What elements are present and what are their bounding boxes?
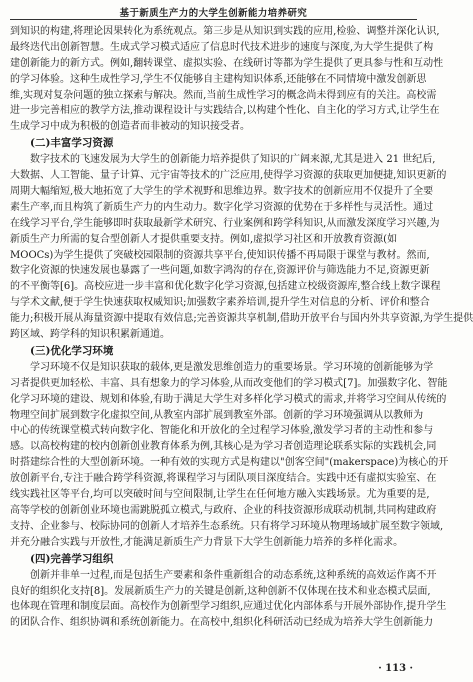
body-text-line: 时搭建综合性的大型创新环境。一种有效的实现方式是构建以"创客空间"(makerspace)为核心的开 (10, 457, 449, 469)
body-text-line: 新质生产力所需的复合型创新人才提供重要支持。例如,虚拟学习社区和开放教育资源(如 (10, 233, 398, 245)
body-text-line: 放创新平台,专注于融合跨学科资源,将课程学习与团队项目深度结合。实践中还有虚拟实验室、在 (10, 473, 437, 485)
body-text-line: 的团队合作、组织协调和系统创新能力。在高校中,组织化科研活动已经成为培养大学生创新能力 (10, 617, 434, 629)
body-text-line: 数字技术的飞速发展为大学生的创新能力培养提供了知识的广阔来源,尤其是进入 21 世纪后, (30, 154, 436, 166)
body-text-line: 高等学校的创新创业环境也需跳脱孤立模式,与政府、企业的科技资源形成联动机制,共同构建政府 (10, 504, 437, 516)
body-text-line: 良好的组织化支持[8]。发展新质生产力的关键是创新,这种创新不仅体现在技术和业态模式层面, (10, 585, 431, 597)
body-text-line: 学习环境不仅是知识获取的载体,更是激发思维创造力的重要场景。学习环境的创新能够为学 (30, 361, 434, 373)
section-heading: (二)丰富学习资源 (30, 137, 114, 150)
body-text-line: 创新并非单一过程,而是包括生产要素和条件重新组合的动态系统,这种系统的高效运作离不开 (30, 569, 437, 581)
page-number: · 113 · (378, 663, 413, 674)
page-body (10, 24, 473, 631)
body-text-line: 与学术文献,便于学生快速获取权威知识;加强数字素养培训,提升学生对信息的分析、评价和整合 (10, 297, 430, 309)
body-text-line: 进一步完善相应的教学方法,推动课程设计与实践结合,以构建个性化、自主化的学习方式,让学生在 (10, 105, 440, 117)
body-text-line: 线实践社区等平台,均可以突破时间与空间限制,让学生在任何地方融入实践场景。尤为重要的是, (10, 489, 430, 501)
body-text-line: 的学习体验。这种生成性学习,学生不仅能够自主建构知识体系,还能够在不同情境中激发创新思 (10, 73, 427, 85)
body-text-line: 并充分融合实践与开放性,才能满足新质生产力背景下大学生创新能力培养的多样化需求。 (10, 536, 404, 548)
body-text-line: 周期大幅缩短,极大地拓宽了大学生的学术视野和思维边界。数字技术的创新应用不仅提升了全要 (10, 186, 434, 198)
body-text-line: 素生产率,而且构筑了新质生产力的内生动力。数字化学习资源的优势在于多样性与灵活性。通过 (10, 201, 434, 213)
body-text-line: 在线学习平台,学生能够即时获取最新学术研究、行业案例和跨学科知识,从而激发深度学习兴趣,为 (10, 217, 440, 229)
body-text-line: 化学习环境的建设、规划和体验,有助于满足大学生对多样化学习模式的需求,并将学习空间从传统的 (10, 393, 447, 405)
section-heading: (三)优化学习环境 (30, 344, 114, 357)
body-text-line: 物理空间扩展到数字化虚拟空间,从教室内部扩展到教室外部。创新的学习环境强调从以教师为 (10, 409, 424, 421)
running-header: 基于新质生产力的大学生创新能力培养研究 (119, 8, 308, 19)
body-text-line: 维,实现对复杂问题的独立探索与解决。然而,当前生成性学习的概念尚未得到应有的关注。高校需 (10, 89, 437, 101)
section-heading: (四)完善学习组织 (30, 552, 114, 565)
body-text-line: 支持、企业参与、校际协同的创新人才培养生态系统。只有将学习环境从物理场域扩展至数字领域, (10, 520, 444, 532)
body-text-line: 中心的传统课堂模式转向数字化、智能化和开放化的全过程学习体验,激发学习者的主动性和参与 (10, 425, 434, 437)
body-text-line: 感。以高校构建的校内创新创业教育体系为例,其核心是为学习者创造理论联系实际的实践机会,同 (10, 441, 437, 453)
header-rule (10, 19, 417, 20)
body-text-line: MOOCs)为学生提供了突破校园限制的资源共享平台,使知识传播不再局限于课堂与教材。然而, (10, 249, 430, 261)
body-text-line: 数字化资源的快速发展也暴露了一些问题,如数字鸿沟的存在,资源评价与筛选能力不足,资源更新 (10, 265, 430, 277)
body-text-line: 到知识的构建,将理论因果转化为系统观点。第三步是从知识到实践的应用,检验、调整并深化认识, (10, 26, 440, 37)
body-text-line: 生成学习中成为积极的创造者而非被动的知识接受者。 (10, 121, 250, 133)
body-text-line: 习者提供更加轻松、丰富、具有想象力的学习体验,从而改变他们的学习模式[7]。加强数字化、智能 (10, 377, 448, 389)
body-text-line: 最终迭代出创新智慧。生成式学习模式适应了信息时代技术进步的速度与深度,为大学生提供了构 (10, 41, 434, 53)
body-text-line: 也体现在管理和制度层面。高校作为创新型学习组织,应通过优化内部体系与开展外部协作,提升学生 (10, 601, 447, 613)
body-text-line: 跨区域、跨学科的知识积累新通道。 (10, 329, 170, 341)
body-text-line: 大数据、人工智能、量子计算、元宇宙等技术的广泛应用,使得学习资源的获取更加便捷,知识更新的 (10, 170, 447, 182)
body-text-line: 能力;积极开展从海量资源中提取有效信息;完善资源共享机制,借助开放平台与国内外共享资源,为学生提供 (10, 313, 473, 325)
body-text-line: 的不平衡等[6]。高校应进一步丰富和优化数字化学习资源,包括建立校级资源库,整合线上数字课程 (10, 281, 441, 293)
body-text-line: 建创新能力的新方式。例如,翻转课堂、虚拟实验、在线研讨等都为学生提供了更具参与性和互动性 (10, 57, 444, 69)
